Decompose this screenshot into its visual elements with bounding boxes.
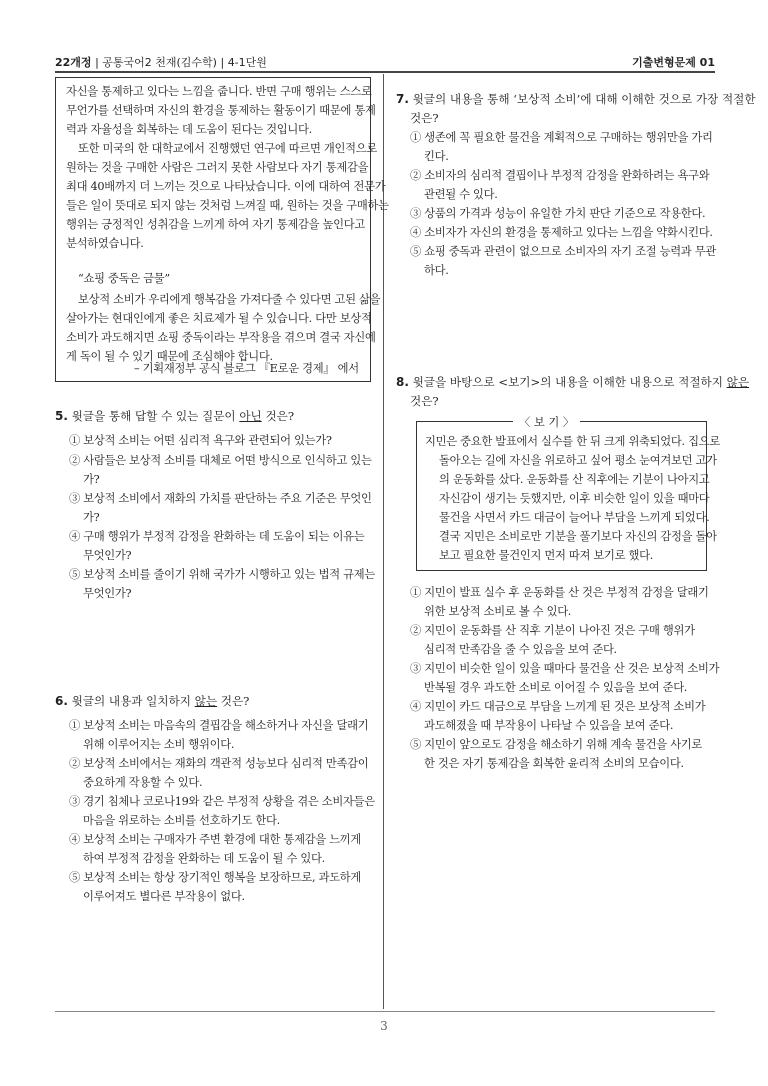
option: 무엇인가? <box>83 587 132 600</box>
header-grade: 22개정 <box>55 56 92 69</box>
option: ① 보상적 소비는 마음속의 결핍감을 해소하거나 자신을 달래기 <box>69 719 369 732</box>
bogi-line: 지민은 중요한 발표에서 실수를 한 뒤 크게 위축되었다. 집으로 <box>425 435 720 448</box>
stem-emphasis: 않는 <box>194 694 218 708</box>
option: 마음을 위로하는 소비를 선호하기도 한다. <box>83 814 280 827</box>
bogi-line: 돌아오는 길에 자신을 위로하고 싶어 평소 눈여겨보던 고가 <box>439 454 717 467</box>
option: 위해 이루어지는 소비 행위이다. <box>83 738 235 751</box>
option: 가? <box>83 511 100 524</box>
option: 위한 보상적 소비로 볼 수 있다. <box>424 605 572 618</box>
header-left: 22개정 | 공통국어2 천재(김수학) | 4-1단원 <box>55 56 267 69</box>
bogi-line: 물건을 사면서 카드 대금이 늘어나 부담을 느끼게 되었다. <box>439 511 710 524</box>
option: 심리적 만족감을 줄 수 있음을 보여 준다. <box>424 643 617 656</box>
bogi-label: 〈 보 기 〉 <box>513 414 580 430</box>
option: 킨다. <box>424 150 449 163</box>
option: ⑤ 보상적 소비를 줄이기 위해 국가가 시행하고 있는 법적 규제는 <box>69 568 375 581</box>
passage-line: 자신을 통제하고 있다는 느낌을 줍니다. 반면 구매 행위는 스스로 <box>66 85 372 98</box>
option: 한 것은 자기 통제감을 회복한 윤리적 소비의 모습이다. <box>424 757 684 770</box>
page-header <box>55 50 715 70</box>
header-unit: 4-1단원 <box>227 56 267 69</box>
passage-source: – 기획재정부 공식 블로그 『E로운 경제』 에서 <box>134 362 359 375</box>
option: ② 사람들은 보상적 소비를 대체로 어떤 방식으로 인식하고 있는 <box>69 454 372 467</box>
passage-line: 무언가를 선택하며 자신의 환경을 통제하는 활동이기 때문에 통제 <box>66 104 376 117</box>
passage-line: 소비가 과도해지면 쇼핑 중독이라는 부작용을 겪으며 결국 자신에 <box>66 331 376 344</box>
header-subject: 공통국어2 천재(김수학) <box>102 56 217 69</box>
question-stem <box>396 90 756 109</box>
option: ② 보상적 소비에서는 재화의 객관적 성능보다 심리적 만족감이 <box>69 757 369 770</box>
stem-text: 윗글의 내용을 통해 ‘보상적 소비’에 대해 이해한 것으로 가장 적절한 <box>412 92 756 106</box>
passage-line: “쇼핑 중독은 금물” <box>78 272 170 285</box>
option: 과도해졌을 때 부작용이 나타날 수 있음을 보여 준다. <box>424 719 674 732</box>
footer-rule <box>55 1011 715 1012</box>
stem-text: 것은? <box>217 694 250 708</box>
stem-text: 윗글을 바탕으로 <보기>의 내용을 이해한 내용으로 적절하지 <box>412 375 727 389</box>
header-title: 기출변형문제 01 <box>632 56 715 69</box>
passage-line: 들은 일이 뜻대로 되지 않는 것처럼 느껴질 때, 원하는 것을 구매하는 <box>66 199 389 212</box>
option: ⑤ 보상적 소비는 항상 장기적인 행복을 보장하므로, 과도하게 <box>69 871 362 884</box>
passage-line: 최대 40배까지 더 느끼는 것으로 나타났습니다. 이에 대하여 전문가 <box>66 180 386 193</box>
option: 반복될 경우 과도한 소비로 이어질 수 있음을 보여 준다. <box>424 681 688 694</box>
option: ④ 소비자가 자신의 환경을 통제하고 있다는 느낌을 약화시킨다. <box>410 226 713 239</box>
option: 중요하게 작용할 수 있다. <box>83 776 203 789</box>
bogi-line: 결국 지민은 소비로만 기분을 풀기보다 자신의 감정을 돌아 <box>439 530 717 543</box>
option: ③ 경기 침체나 코로나19와 같은 부정적 상황을 겪은 소비자들은 <box>69 795 375 808</box>
option: ② 지민이 운동화를 산 직후 기분이 나아진 것은 구매 행위가 <box>410 624 695 637</box>
page-number: 3 <box>380 1019 388 1033</box>
passage-line: 원하는 것을 구매한 사람은 그러지 못한 사람보다 자기 통제감을 <box>66 161 369 174</box>
passage-line: 게 독이 될 수 있기 때문에 조심해야 합니다. <box>66 350 273 363</box>
stem-text: 것은? <box>261 409 295 423</box>
question-number: 5. <box>55 409 68 423</box>
option: 가? <box>83 473 100 486</box>
option: 관련될 수 있다. <box>424 188 498 201</box>
option: 무엇인가? <box>83 549 132 562</box>
question-stem <box>396 373 749 392</box>
question-stem-cont: 것은? <box>410 111 439 125</box>
question-number: 7. <box>396 92 409 106</box>
bogi-line: 의 운동화를 샀다. 운동화를 산 직후에는 기분이 나아지고 <box>439 473 710 486</box>
passage-line: 분석하였습니다. <box>66 237 144 250</box>
stem-emphasis: 않은 <box>726 375 750 389</box>
option: ② 소비자의 심리적 결핍이나 부정적 감정을 완화하려는 욕구와 <box>410 169 710 182</box>
option: ① 보상적 소비는 어떤 심리적 욕구와 관련되어 있는가? <box>69 434 332 447</box>
option: 하여 부정적 감정을 완화하는 데 도움이 될 수 있다. <box>83 852 325 865</box>
stem-text: 윗글을 통해 답할 수 있는 질문이 <box>71 409 240 423</box>
option: ④ 보상적 소비는 구매자가 주변 환경에 대한 통제감을 느끼게 <box>69 833 362 846</box>
passage-line: 력과 자율성을 회복하는 데 도움이 된다는 것입니다. <box>66 123 312 136</box>
bogi-line: 보고 필요한 물건인지 먼저 따져 보기로 했다. <box>439 549 654 562</box>
question-number: 8. <box>396 375 409 389</box>
option: ① 지민이 발표 실수 후 운동화를 산 것은 부정적 감정을 달래기 <box>410 586 709 599</box>
question-stem <box>55 692 249 711</box>
header-rule <box>55 71 715 73</box>
passage-line: 또한 미국의 한 대학교에서 진행했던 연구에 따르면 개인적으로 <box>78 142 377 155</box>
option: ⑤ 쇼핑 중독과 관련이 없으므로 소비자의 자기 조절 능력과 무관 <box>410 245 716 258</box>
option: ① 생존에 꼭 필요한 물건을 계획적으로 구매하는 행위만을 가리 <box>410 131 713 144</box>
stem-emphasis: 아닌 <box>239 409 262 423</box>
bogi-line: 자신감이 생기는 듯했지만, 이후 비슷한 일이 있을 때마다 <box>439 492 710 505</box>
question-stem-cont: 것은? <box>410 394 439 408</box>
question-stem <box>55 407 294 426</box>
option: ④ 구매 행위가 부정적 감정을 완화하는 데 도움이 되는 이유는 <box>69 530 365 543</box>
question-number: 6. <box>55 694 68 708</box>
option: ④ 지민이 카드 대금으로 부담을 느끼게 된 것은 보상적 소비가 <box>410 700 706 713</box>
stem-text: 윗글의 내용과 일치하지 <box>71 694 195 708</box>
option: 이루어져도 별다른 부작용이 없다. <box>83 890 245 903</box>
option: ③ 상품의 가격과 성능이 유일한 가치 판단 기준으로 작용한다. <box>410 207 706 220</box>
option: ③ 지민이 비슷한 일이 있을 때마다 물건을 산 것은 보상적 소비가 <box>410 662 720 675</box>
passage-line: 살아가는 현대인에게 좋은 치료제가 될 수 있습니다. 다만 보상적 <box>66 312 372 325</box>
passage-line: 행위는 긍정적인 성취감을 느끼게 하여 자기 통제감을 높인다고 <box>66 218 365 231</box>
option: 하다. <box>424 264 449 277</box>
passage-line: 보상적 소비가 우리에게 행복감을 가져다줄 수 있다면 고된 삶을 <box>78 293 381 306</box>
option: ⑤ 지민이 앞으로도 감정을 해소하기 위해 계속 물건을 사기로 <box>410 738 703 751</box>
option: ③ 보상적 소비에서 재화의 가치를 판단하는 주요 기준은 무엇인 <box>69 492 372 505</box>
